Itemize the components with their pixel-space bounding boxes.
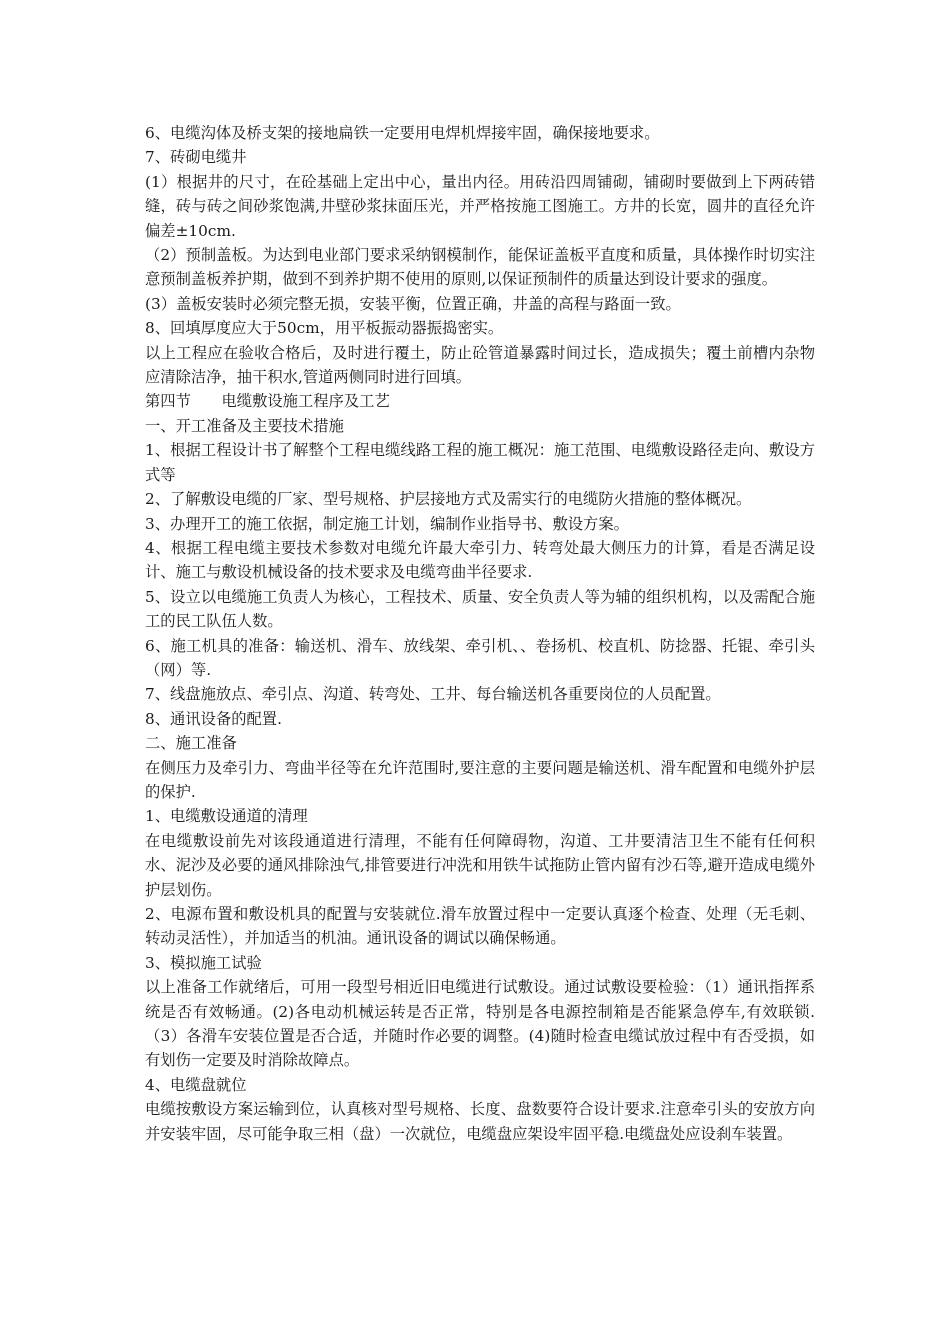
paragraph-acceptance: 以上工程应在验收合格后，及时进行覆土，防止砼管道暴露时间过长，造成损失；覆土前槽内杂物应清除洁净，抽干积水,管道两侧同时进行回填。 <box>145 343 815 387</box>
list-item-5: 5、设立以电缆施工负责人为核心，工程技术、质量、安全负责人等为辅的组织机构，以及需配合施工的民工队伍人数。 <box>145 587 815 631</box>
list-item-3: 3、办理开工的施工依据，制定施工计划，编制作业指导书、敷设方案。 <box>145 514 629 533</box>
list-item-4: 4、根据工程电缆主要技术参数对电缆允许最大牵引力、转弯处最大侧压力的计算，看是否满足设计、施工与敷设机械设备的技术要求及电缆弯曲半径要求. <box>145 538 815 582</box>
paragraph-drum-position: 电缆按敷设方案运输到位，认真核对型号规格、长度、盘数要符合设计要求.注意牵引头的安放方向并安装牢固，尽可能争取三相（盘）一次就位，电缆盘应架设牢固平稳.电缆盘处应设刹车装置。 <box>145 1100 815 1143</box>
subheading-channel-clearing: 1、电缆敷设通道的清理 <box>145 807 308 826</box>
list-item-1: 1、根据工程设计书了解整个工程电缆线路工程的施工概况：施工范围、电缆敷设路径走向、敷设方式等 <box>145 441 815 484</box>
subheading-construction-prep: 二、施工准备 <box>145 734 237 753</box>
paragraph-side-pressure: 在侧压力及牵引力、弯曲半径等在允许范围时,要注意的主要问题是输送机、滑车配置和电缆外护层的保护. <box>145 758 815 801</box>
subheading-simulation-test: 3、模拟施工试验 <box>145 953 262 972</box>
section-heading-4: 第四节 电缆敷设施工程序及工艺 <box>145 392 390 411</box>
subheading-drum-position: 4、电缆盘就位 <box>145 1075 247 1094</box>
paragraph-6-grounding: 6、电缆沟体及桥支架的接地扁铁一定要用电焊机焊接牢固，确保接地要求。 <box>145 124 660 142</box>
paragraph-channel-clearing: 在电缆敷设前先对该段通道进行清理，不能有任何障碍物，沟道、工井要清洁卫生不能有任何积水、泥沙及必要的通风排除浊气,排管要进行冲洗和用铁牛试拖防止管内留有沙石等,避开造成电缆外护层划伤。 <box>145 831 815 899</box>
list-item-6: 6、施工机具的准备：输送机、滑车、放线架、牵引机、、卷扬机、校直机、防捻器、托锟、牵引头（网）等. <box>145 636 815 679</box>
paragraph-power-layout: 2、电源布置和敷设机具的配置与安装就位.滑车放置过程中一定要认真逐个检查、处理（无毛刺、转动灵活性），并加适当的机油。通讯设备的调试以确保畅通。 <box>145 905 815 948</box>
paragraph-precast-cover: （2）预制盖板。为达到电业部门要求采纳钢模制作，能保证盖板平直度和质量，具体操作时切实注意预制盖板养护期，做到不到养护期不使用的原则,以保证预制件的质量达到设计要求的强度。 <box>145 246 815 289</box>
heading-brick-cable-well: 7、砖砌电缆井 <box>145 148 247 167</box>
paragraph-backfill: 8、回填厚度应大于50cm，用平板振动器振捣密实。 <box>145 319 504 338</box>
paragraph-simulation-test: 以上准备工作就绪后，可用一段型号相近旧电缆进行试敷设。通过试敷设要检验：（1）通讯指挥系统是否有效畅通。(2)各电动机械运转是否正常，特别是各电源控制箱是否能紧急停车,有效联锁.（3）各滑车安装位置是否合适，并随时作必要的调整。(4)随时检查电缆试放过程中有否受损，如有划伤一定要及时消除故障点。 <box>145 978 815 1070</box>
list-item-7: 7、线盘施放点、牵引点、沟道、转弯处、工井、每台输送机各重要岗位的人员配置。 <box>145 685 721 704</box>
list-item-2: 2、了解敷设电缆的厂家、型号规格、护层接地方式及需实行的电缆防火措施的整体概况。 <box>145 490 752 509</box>
document-page <box>145 121 815 1146</box>
list-item-8: 8、通讯设备的配置. <box>145 709 282 728</box>
paragraph-cover-install: (3）盖板安装时必须完整无损，安装平衡，位置正确，井盖的高程与路面一致。 <box>145 294 681 313</box>
subheading-start-prep: 一、开工准备及主要技术措施 <box>145 416 344 435</box>
paragraph-well-construction: (1）根据井的尺寸，在砼基础上定出中心，量出内径。用砖沿四周铺砌，铺砌时要做到上下两砖错缝，砖与砖之间砂浆饱满,井壁砂浆抹面压光，并严格按施工图施工。方井的长宽，圆井的直径允许偏差±10cm. <box>145 172 815 240</box>
